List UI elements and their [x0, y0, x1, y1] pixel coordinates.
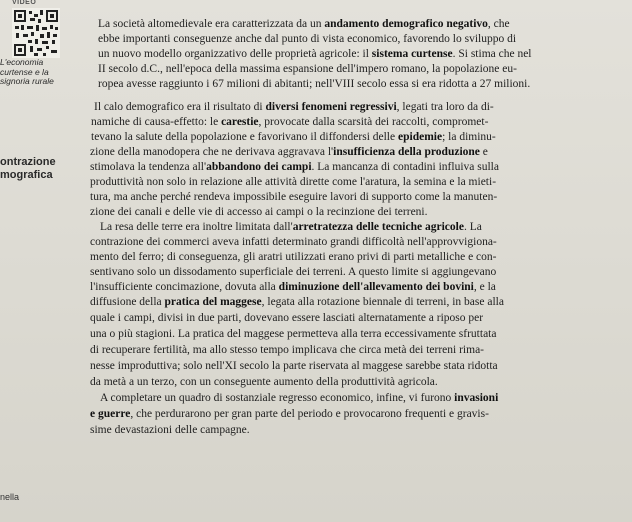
- video-caption[interactable]: [0, 58, 72, 87]
- text-line: [90, 375, 438, 390]
- text-span: sime devastazioni delle campagne.: [90, 424, 250, 436]
- bold-term: epidemie: [398, 131, 443, 143]
- text-span: ebbe importanti conseguenze anche dal punto di vista economico, favorendo lo sviluppo di: [98, 33, 517, 45]
- text-span: un nuovo modello organizzativo delle proprietà agricole: il: [98, 48, 372, 60]
- text-span: , provocate dalla scarsità dei raccolti, compromet-: [258, 116, 489, 128]
- bold-term: insufficienza della produzione: [333, 146, 480, 158]
- text-span: una o più stagioni. La pratica del maggese permetteva alla terra eccessivamente sfruttata: [90, 328, 497, 340]
- text-span: diffusione della: [90, 296, 165, 308]
- bold-term: pratica del maggese: [164, 296, 262, 308]
- text-span: . La: [463, 221, 482, 233]
- text-line: [90, 265, 496, 280]
- text-span: quale i campi, divisi in due parti, dovevano essere lasciati alternatamente a riposo per: [90, 312, 484, 324]
- bold-term: abbandono dei campi: [206, 161, 312, 173]
- text-line: [98, 17, 510, 32]
- text-line: [90, 190, 497, 205]
- text-line: [90, 235, 497, 250]
- text-line: [91, 130, 496, 145]
- text-span: sentivano solo un dissodamento superficiale dei terreni. A questo limite si aggiungevano: [90, 266, 497, 278]
- text-line: [94, 100, 494, 115]
- text-span: da metà a un terzo, con un conseguente aumento della produttività agricola.: [90, 376, 438, 388]
- bold-term: e guerre: [90, 408, 131, 420]
- bold-term: andamento demografico negativo: [324, 18, 488, 30]
- text-span: La resa delle terre era inoltre limitata dall': [100, 221, 293, 233]
- bold-term: diversi fenomeni regressivi: [265, 101, 397, 113]
- text-line: [90, 359, 498, 374]
- bold-term: sistema curtense: [371, 48, 453, 60]
- text-span: zione della manodopera che ne derivava aggravava l': [90, 146, 334, 158]
- text-span: tura, ma anche perché rendeva impossibile eseguire lavori di supporto come la manuten-: [90, 191, 498, 203]
- margin-note: nella: [0, 492, 20, 502]
- text-span: . La mancanza di contadini influiva sulla: [311, 161, 499, 173]
- text-span: Il calo demografico era il risultato di: [94, 101, 266, 113]
- text-line: [100, 220, 482, 235]
- text-line: [90, 205, 428, 220]
- text-line: [98, 77, 530, 92]
- text-line: [90, 343, 484, 358]
- caption-line: L'economia: [0, 57, 44, 67]
- text-span: zione dei canali e delle vie di accesso ai campi o la recinzione dei terreni.: [90, 206, 428, 218]
- text-line: [98, 47, 532, 62]
- text-span: . Si stima che nel: [452, 48, 532, 60]
- text-span: produttività non solo in relazione alle attività dirette come l'aratura, la semina e la mieti-: [90, 176, 497, 188]
- bold-term: arretratezza delle tecniche agricole: [292, 221, 464, 233]
- text-line: [90, 311, 483, 326]
- margin-heading: [0, 156, 56, 182]
- text-line: [90, 407, 489, 422]
- text-span: contrazione dei commerci aveva infatti determinato grandi difficoltà nell'approvvigiona-: [90, 236, 497, 248]
- text-span: ; la diminu-: [442, 131, 496, 143]
- text-span: , che perdurarono per gran parte del periodo e provocarono frequenti e gravis-: [130, 408, 489, 420]
- text-span: tevano la salute della popolazione e favorivano il diffondersi delle: [91, 131, 398, 143]
- text-line: [90, 327, 496, 342]
- video-label: VIDEO: [12, 0, 37, 6]
- text-span: ropea avesse raggiunto i 67 milioni di abitanti; nell'VIII secolo essa si era ridotta a 27 milioni.: [98, 78, 531, 90]
- margin-heading-line: mografica: [0, 169, 53, 181]
- text-span: A completare un quadro di sostanziale regresso economico, infine, vi furono: [100, 392, 455, 404]
- caption-line: signoria rurale: [0, 76, 54, 86]
- text-span: , che: [487, 18, 510, 30]
- qr-code-icon[interactable]: [12, 8, 60, 58]
- text-line: [90, 175, 496, 190]
- text-span: di recuperare fertilità, ma allo stesso tempo implicava che circa metà dei terreni rima-: [90, 344, 485, 356]
- text-span: La società altomedievale era caratterizzata da un: [98, 18, 325, 30]
- bold-term: invasioni: [454, 392, 499, 404]
- text-line: [91, 115, 488, 130]
- margin-heading-line: ontrazione: [0, 156, 56, 168]
- text-span: l'insufficiente concimazione, dovuta alla: [90, 281, 279, 293]
- text-line: [90, 145, 488, 160]
- text-line: [98, 62, 517, 77]
- text-span: , legati tra loro da di-: [396, 101, 494, 113]
- text-span: , e la: [473, 281, 496, 293]
- bold-term: diminuzione dell'allevamento dei bovini: [278, 281, 474, 293]
- text-line: [100, 391, 498, 406]
- text-span: nesse improduttiva; solo nell'XI secolo la parte riservata al maggese sarebbe stata ridotta: [90, 360, 498, 372]
- caption-line: curtense e la: [0, 66, 49, 77]
- text-span: II secolo d.C., nell'epoca della massima espansione dell'impero romano, la popolazione eu-: [98, 63, 517, 75]
- text-span: stimolava la tendenza all': [90, 161, 207, 173]
- text-line: [90, 160, 499, 175]
- text-span: e: [479, 146, 488, 158]
- text-span: namiche di causa-effetto: le: [91, 116, 222, 128]
- text-span: mento del ferro; di conseguenza, gli aratri utilizzati erano privi di parti metalliche e con-: [90, 251, 497, 263]
- text-line: [98, 32, 516, 47]
- text-line: [90, 280, 496, 295]
- text-line: [90, 423, 250, 438]
- text-line: [90, 250, 497, 265]
- bold-term: carestie: [221, 116, 259, 128]
- text-span: , legata alla rotazione biennale di terreni, in base alla: [261, 296, 504, 308]
- text-line: [90, 295, 504, 310]
